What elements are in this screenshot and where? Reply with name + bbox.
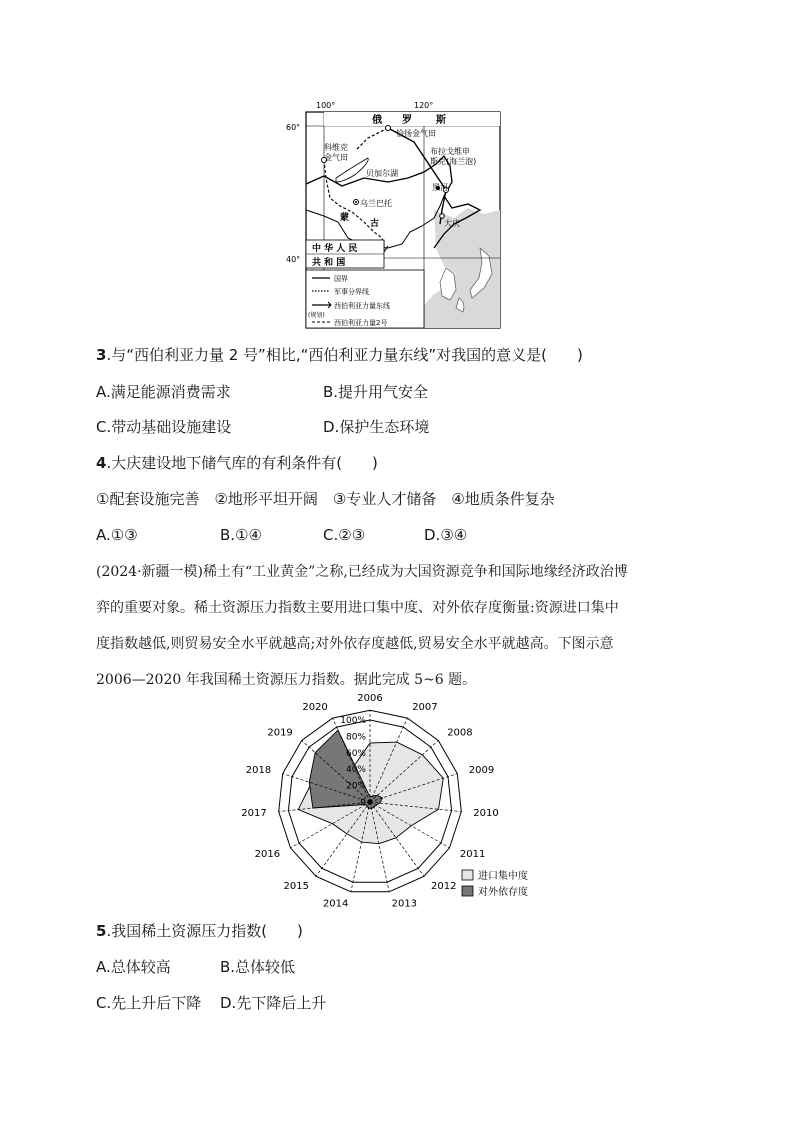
question-5-text: .我国稀土资源压力指数( ) <box>106 922 303 940</box>
lat-label-40: 40° <box>286 255 301 264</box>
radar-scale-label: 100% <box>340 716 366 726</box>
radar-legend-label: 对外依存度 <box>478 887 528 898</box>
q4-option-c[interactable]: C.②③ <box>323 526 366 544</box>
q5-option-b[interactable]: B.总体较低 <box>220 958 296 976</box>
radar-category-label: 2019 <box>267 727 293 739</box>
radar-category-label: 2007 <box>412 702 438 714</box>
legend-border-label: 国界 <box>334 275 348 283</box>
radar-category-label: 2018 <box>245 764 272 776</box>
radar-category-label: 2017 <box>241 807 267 819</box>
pipeline-map-svg <box>284 98 512 330</box>
mongolia-label-1: 蒙 <box>340 213 350 223</box>
q5-option-d[interactable]: D.先下降后上升 <box>220 994 327 1012</box>
radar-scale-label: 80% <box>345 732 366 743</box>
q4-option-b[interactable]: B.①④ <box>220 526 262 544</box>
q3-option-c[interactable]: C.带动基础设施建设 <box>96 418 232 436</box>
question-4-number: 4 <box>96 454 107 472</box>
question-4-text: .大庆建设地下储气库的有利条件有( ) <box>106 454 378 472</box>
radar-scale-label: 20% <box>345 781 366 792</box>
radar-category-label: 2011 <box>459 848 486 860</box>
radar-category-label: 2006 <box>357 693 383 705</box>
daqing-label: 大庆 <box>444 219 460 228</box>
china-label-1: 中 华 人 民 <box>312 244 358 254</box>
passage-line-2: 弈的重要对象。稀土资源压力指数主要用进口集中度、对外依存度衡量:资源进口集中 <box>96 600 619 616</box>
radar-category-label: 2010 <box>473 807 499 819</box>
radar-category-label: 2014 <box>322 898 349 910</box>
baikal-label: 贝加尔湖 <box>366 169 398 178</box>
question-5-stem <box>96 921 303 941</box>
radar-category-label: 2020 <box>302 702 328 714</box>
mongolia-label-2: 古 <box>370 219 380 229</box>
blagoveshchensk-label-2: 斯克(海兰泡) <box>430 157 477 166</box>
question-3-text: .与“西伯利亚力量 2 号”相比,“西伯利亚力量东线”对我国的意义是( ) <box>106 346 583 364</box>
kovykta-label: 科维克 <box>324 143 348 152</box>
lon-label-120: 120° <box>414 101 434 110</box>
heihe-label: 黑河 <box>432 183 448 192</box>
russia-label-2: 罗 <box>402 115 412 126</box>
radar-category-label: 2012 <box>431 881 457 892</box>
q4-option-d[interactable]: D.③④ <box>424 526 468 544</box>
radar-scale-label: 60% <box>345 748 366 759</box>
kovykta-label-2: 金气田 <box>324 153 348 162</box>
legend-east-line-label: 西伯利亚力量东线 <box>334 302 390 310</box>
radar-legend-label: 进口集中度 <box>478 871 528 882</box>
radar-legend-swatch <box>462 886 473 896</box>
pipeline-map <box>284 98 512 330</box>
question-3-stem <box>96 345 583 365</box>
radar-scale-label: 40% <box>345 765 366 776</box>
radar-category-label: 2015 <box>283 881 309 892</box>
question-3-number: 3 <box>96 346 107 364</box>
q5-option-c[interactable]: C.先上升后下降 <box>96 994 202 1012</box>
russia-label-3: 斯 <box>436 115 446 126</box>
legend-planned-note: (规划) <box>308 312 325 319</box>
q3-option-a[interactable]: A.满足能源消费需求 <box>96 383 231 401</box>
passage-line-4: 2006—2020 年我国稀土资源压力指数。据此完成 5~6 题。 <box>96 672 477 688</box>
legend-power2-label: 西伯利亚力量2号 <box>334 319 388 327</box>
q4-option-a[interactable]: A.①③ <box>96 526 138 544</box>
china-label-2: 共 和 国 <box>312 258 346 268</box>
radar-chart-svg <box>240 693 560 910</box>
passage-line-1: (2024·新疆一模)稀土有“工业黄金”之称,已经成为大国资源竞争和国际地缘经济政治博 <box>96 564 628 580</box>
radar-scale-label: 0 <box>360 798 366 808</box>
lon-label-100: 100° <box>316 101 336 110</box>
radar-category-label: 2009 <box>468 764 495 776</box>
ulaanbaatar-label: 乌兰巴托 <box>360 199 392 208</box>
q4-statements: ①配套设施完善 ②地形平坦开阔 ③专业人才储备 ④地质条件复杂 <box>96 490 555 508</box>
radar-chart <box>240 693 560 910</box>
radar-category-label: 2008 <box>447 727 473 739</box>
chayanda-label: 恰扬金气田 <box>396 129 436 138</box>
q5-option-a[interactable]: A.总体较高 <box>96 958 171 976</box>
blagoveshchensk-label: 布拉戈维申 <box>430 147 470 156</box>
lat-label-60: 60° <box>286 123 301 132</box>
passage-line-3: 度指数越低,则贸易安全水平就越高;对外依存度越低,贸易安全水平就越高。下图示意 <box>96 636 614 652</box>
legend-military-label: 军事分界线 <box>334 288 369 296</box>
q3-option-b[interactable]: B.提升用气安全 <box>323 383 429 401</box>
radar-category-label: 2013 <box>391 898 418 910</box>
russia-label-1: 俄 <box>372 115 382 126</box>
q3-option-d[interactable]: D.保护生态环境 <box>323 418 430 436</box>
radar-category-label: 2016 <box>254 848 281 860</box>
question-5-number: 5 <box>96 922 107 940</box>
question-4-stem <box>96 453 378 473</box>
radar-center <box>368 800 373 805</box>
radar-legend-swatch <box>462 870 473 880</box>
